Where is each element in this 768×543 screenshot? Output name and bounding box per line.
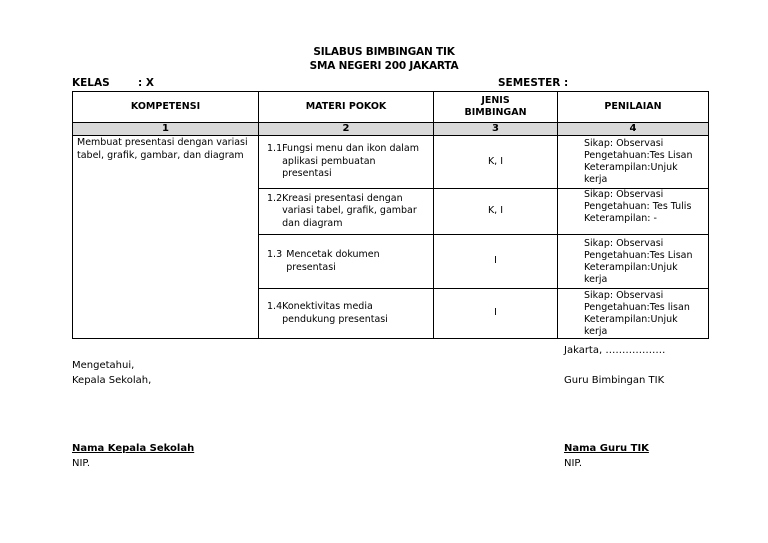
penilaian-line: Keterampilan:Unjuk — [584, 313, 678, 325]
penilaian-line: kerja — [584, 325, 608, 337]
penilaian-line: Keterampilan: - — [584, 213, 657, 224]
school-name: SMA NEGERI 200 JAKARTA — [309, 60, 459, 72]
penilaian-line: Sikap: Observasi — [584, 189, 664, 200]
materi-cell — [259, 189, 434, 235]
nip-right: NIP. — [564, 458, 583, 469]
nama-kepala-sekolah: Nama Kepala Sekolah — [72, 443, 195, 454]
nip-left: NIP. — [72, 458, 91, 469]
kelas-value: : X — [138, 77, 154, 89]
col-header-jenis: JENIS BIMBINGAN — [434, 92, 558, 123]
penilaian-line: Sikap: Observasi — [584, 237, 664, 249]
jenis-cell: K, I — [434, 136, 558, 189]
penilaian-cell — [558, 136, 709, 189]
semester-value: : — [564, 77, 569, 89]
penilaian-cell — [558, 289, 709, 339]
jenis-cell: I — [434, 289, 558, 339]
materi-text: Konektivitas media pendukung presentasi — [282, 301, 388, 325]
col-number: 1 — [73, 123, 259, 136]
semester-label: SEMESTER — [498, 77, 561, 89]
col-number: 4 — [558, 123, 709, 136]
materi-cell — [259, 235, 434, 289]
materi-text: Kreasi presentasi dengan variasi tabel, grafik, gambar dan diagram — [282, 192, 417, 229]
materi-number: 1.1 — [267, 143, 283, 155]
kelas-label: KELAS — [72, 77, 110, 89]
table-row — [73, 136, 709, 189]
document-title: SILABUS BIMBINGAN TIK — [313, 46, 455, 58]
penilaian-line: kerja — [584, 174, 608, 185]
penilaian-line: Keterampilan:Unjuk — [584, 261, 678, 273]
col-header-kompetensi: KOMPETENSI — [73, 92, 259, 123]
penilaian-line: Pengetahuan: Tes Tulis — [584, 201, 692, 212]
syllabus-table — [72, 91, 709, 339]
penilaian-line: kerja — [584, 273, 608, 285]
col-number: 2 — [259, 123, 434, 136]
col-header-penilaian: PENILAIAN — [558, 92, 709, 123]
penilaian-line: Sikap: Observasi — [584, 138, 664, 149]
penilaian-line: Keterampilan:Unjuk — [584, 162, 678, 173]
guru-bimbingan-label: Guru Bimbingan TIK — [564, 375, 665, 386]
penilaian-cell — [558, 235, 709, 289]
jenis-cell: K, I — [434, 189, 558, 235]
materi-text: Mencetak dokumen presentasi — [286, 249, 380, 273]
materi-cell — [259, 136, 434, 189]
mengetahui-label: Mengetahui, — [72, 360, 135, 371]
kepala-sekolah-label: Kepala Sekolah, — [72, 375, 152, 386]
materi-text: Fungsi menu dan ikon dalam aplikasi pembuatan presentasi — [282, 143, 420, 180]
col-header-materi: MATERI POKOK — [259, 92, 434, 123]
nama-guru-tik: Nama Guru TIK — [564, 443, 649, 454]
kompetensi-cell: Membuat presentasi dengan variasi tabel, grafik, gambar, dan diagram — [73, 136, 259, 339]
penilaian-cell — [558, 189, 709, 235]
materi-cell — [259, 289, 434, 339]
materi-number: 1.3 — [267, 249, 283, 260]
penilaian-line: Pengetahuan:Tes Lisan — [584, 249, 693, 261]
jenis-cell: I — [434, 235, 558, 289]
penilaian-line: Sikap: Observasi — [584, 289, 664, 301]
penilaian-line: Pengetahuan:Tes Lisan — [584, 150, 693, 161]
materi-number: 1.4 — [267, 301, 283, 312]
penilaian-line: Pengetahuan:Tes lisan — [584, 301, 690, 313]
col-number: 3 — [434, 123, 558, 136]
materi-number: 1.2 — [267, 192, 283, 204]
place-date: Jakarta, ……………… — [564, 345, 666, 356]
